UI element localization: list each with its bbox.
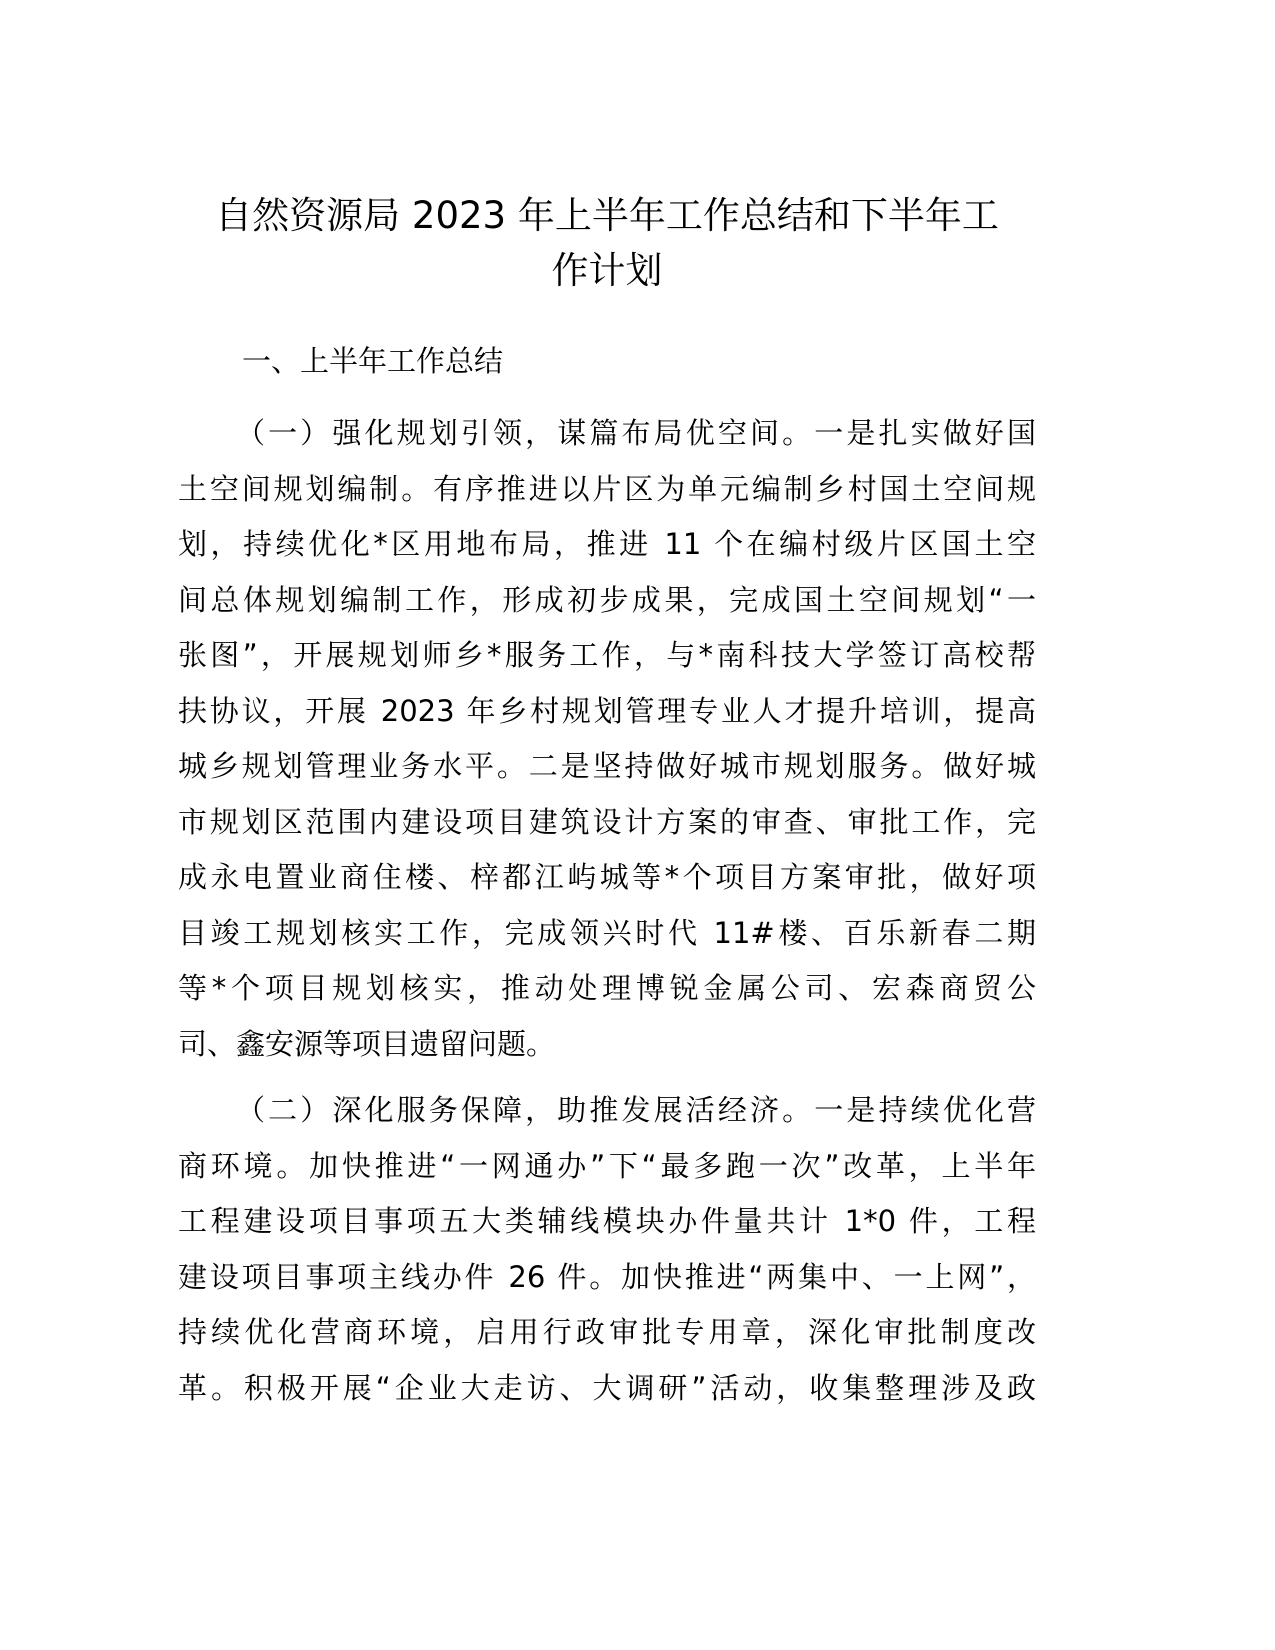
paragraph-planning [178, 406, 1036, 1072]
paragraph-line: 革。积极开展“企业大走访、大调研”活动，收集整理涉及政 [178, 1370, 1036, 1405]
paragraph-line: 成永电置业商住楼、梓都江屿城等*个项目方案审批，做好项 [178, 860, 1036, 894]
title-line-1: 自然资源局 2023 年上半年工作总结和下半年工 [215, 194, 999, 237]
paragraph-line: 扶协议，开展 2023 年乡村规划管理专业人才提升培训，提高 [178, 693, 1036, 728]
paragraph-line: 目竣工规划核实工作，完成领兴时代 11#楼、百乐新春二期 [178, 915, 1036, 950]
paragraph-line: 持续优化营商环境，启用行政审批专用章，深化审批制度改 [178, 1315, 1036, 1349]
paragraph-line: 间总体规划编制工作，形成初步成果，完成国土空间规划“一 [178, 582, 1036, 617]
paragraph-line: 等*个项目规划核实，推动处理博锐金属公司、宏森商贸公 [178, 971, 1036, 1005]
paragraph-line: 张图”，开展规划师乡*服务工作，与*南科技大学签订高校帮 [178, 638, 1036, 672]
paragraph-line: 建设项目事项主线办件 26 件。加快推进“两集中、一上网”， [178, 1259, 1036, 1294]
paragraph-line: （一）强化规划引领，谋篇布局优空间。一是扎实做好国 [236, 416, 1036, 450]
paragraph-line: 土空间规划编制。有序推进以片区为单元编制乡村国土空间规 [178, 471, 1036, 506]
paragraph-line: 司、鑫安源等项目遗留问题。 [178, 1026, 556, 1061]
paragraph-line: 商环境。加快推进“一网通办”下“最多跑一次”改革，上半年 [178, 1148, 1036, 1183]
paragraph-line: 划，持续优化*区用地布局，推进 11 个在编村级片区国土空 [178, 527, 1036, 561]
paragraph-service [178, 1083, 1036, 1416]
paragraph-line: 市规划区范围内建设项目建筑设计方案的审查、审批工作，完 [178, 804, 1036, 839]
document-title [178, 188, 1036, 298]
section-heading: 一、上半年工作总结 [242, 344, 504, 378]
paragraph-line: 工程建设项目事项五大类辅线模块办件量共计 1*0 件，工程 [178, 1204, 1036, 1238]
paragraph-line: 城乡规划管理业务水平。二是坚持做好城市规划服务。做好城 [178, 749, 1036, 783]
paragraph-line: （二）深化服务保障，助推发展活经济。一是持续优化营 [236, 1093, 1036, 1127]
title-line-2: 作计划 [551, 249, 663, 292]
